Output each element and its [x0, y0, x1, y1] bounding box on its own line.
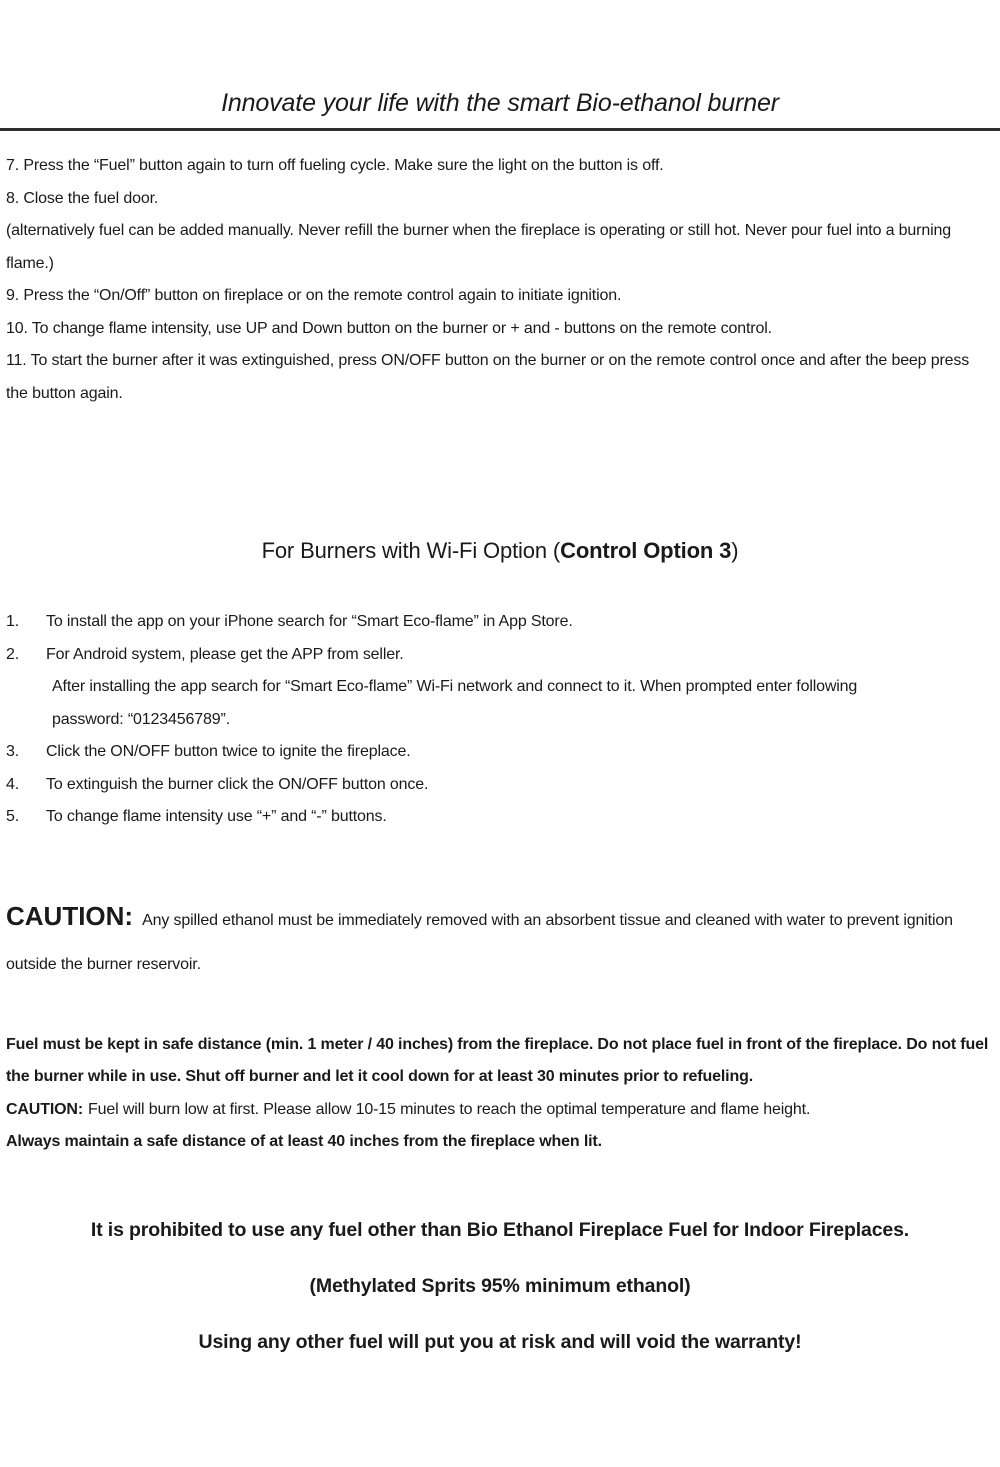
steps-section — [6, 150, 994, 410]
list-item-text: After installing the app search for “Smart Eco-flame” Wi-Fi network and connect to it. When prompted enter following password: “0123456789”. — [52, 678, 858, 728]
safe-distance-warning: Fuel must be kept in safe distance (min. 1 meter / 40 inches) from the fireplace. Do not place fuel in front of the fireplace. Do not fuel the burner while in use. Shut off burner and let it cool down for at least 30 minutes prior to refueling. — [6, 1035, 989, 1085]
list-item-number: 2. — [6, 645, 20, 663]
step-line-9: 9. Press the “On/Off” button on fireplace or on the remote control again to initiate ignition. — [6, 287, 622, 304]
fuel-caution-line — [6, 1094, 991, 1127]
list-item-text: To change flame intensity use “+” and “-” buttons. — [46, 808, 387, 825]
prohibition-line-1: It is prohibited to use any fuel other than Bio Ethanol Fireplace Fuel for Indoor Fireplaces. — [90, 1218, 910, 1241]
step-note-manual-fueling: (alternatively fuel can be added manually. Never refill the burner when the fireplace is operating or still hot. Never pour fuel into a burning flame.) — [6, 222, 952, 272]
page-title: Innovate your life with the smart Bio-ethanol burner — [221, 89, 779, 117]
prohibition-section — [6, 1215, 994, 1357]
step-line-11: 11. To start the burner after it was extinguished, press ON/OFF button on the burner or on the remote control once and after the beep press the button again. — [6, 352, 970, 402]
wifi-heading-suffix: ) — [731, 538, 739, 563]
list-item-number: 3. — [6, 743, 20, 760]
caution-text: Any spilled ethanol must be immediately removed with an absorbent tissue and cleaned with water to prevent ignition outside the burner reservoir. — [6, 911, 953, 973]
list-item-text: Click the ON/OFF button twice to ignite the fireplace. — [46, 743, 411, 760]
step-line-8: 8. Close the fuel door. — [6, 189, 159, 207]
caution-label: CAUTION: — [6, 900, 134, 931]
list-item — [6, 736, 994, 769]
wifi-section-heading — [6, 536, 994, 566]
wifi-steps-list — [6, 606, 994, 834]
fuel-caution-text: Fuel will burn low at first. Please allow 10-15 minutes to reach the optimal temperature and flame height. — [88, 1100, 811, 1118]
always-distance-warning: Always maintain a safe distance of at least 40 inches from the fireplace when lit. — [6, 1133, 602, 1150]
caution-paragraph — [6, 894, 986, 987]
list-item — [6, 639, 994, 672]
list-item-text: To extinguish the burner click the ON/OFF button once. — [46, 775, 429, 793]
document-header — [0, 0, 1000, 131]
caution-label-inline: CAUTION: — [6, 1100, 84, 1118]
wifi-heading-bold: Control Option 3 — [560, 538, 732, 563]
list-item — [6, 801, 994, 834]
step-line-7: 7. Press the “Fuel” button again to turn off fueling cycle. Make sure the light on the button is off. — [6, 157, 664, 174]
prohibition-line-3: Using any other fuel will put you at risk and will void the warranty! — [198, 1330, 802, 1353]
list-item-number: 4. — [6, 775, 20, 793]
list-item-text: For Android system, please get the APP from seller. — [46, 645, 404, 663]
wifi-heading-prefix: For Burners with Wi-Fi Option ( — [261, 538, 561, 563]
list-item-continuation — [6, 671, 994, 736]
fuel-warning-section — [6, 1029, 991, 1159]
prohibition-line-2: (Methylated Sprits 95% minimum ethanol) — [309, 1274, 691, 1297]
list-item — [6, 606, 994, 639]
step-line-10: 10. To change flame intensity, use UP and Down button on the burner or + and - buttons on the remote control. — [6, 319, 772, 337]
list-item-text: To install the app on your iPhone search for “Smart Eco-flame” in App Store. — [46, 613, 573, 630]
list-item-number: 5. — [6, 808, 20, 825]
list-item-number: 1. — [6, 613, 20, 630]
list-item — [6, 769, 994, 802]
